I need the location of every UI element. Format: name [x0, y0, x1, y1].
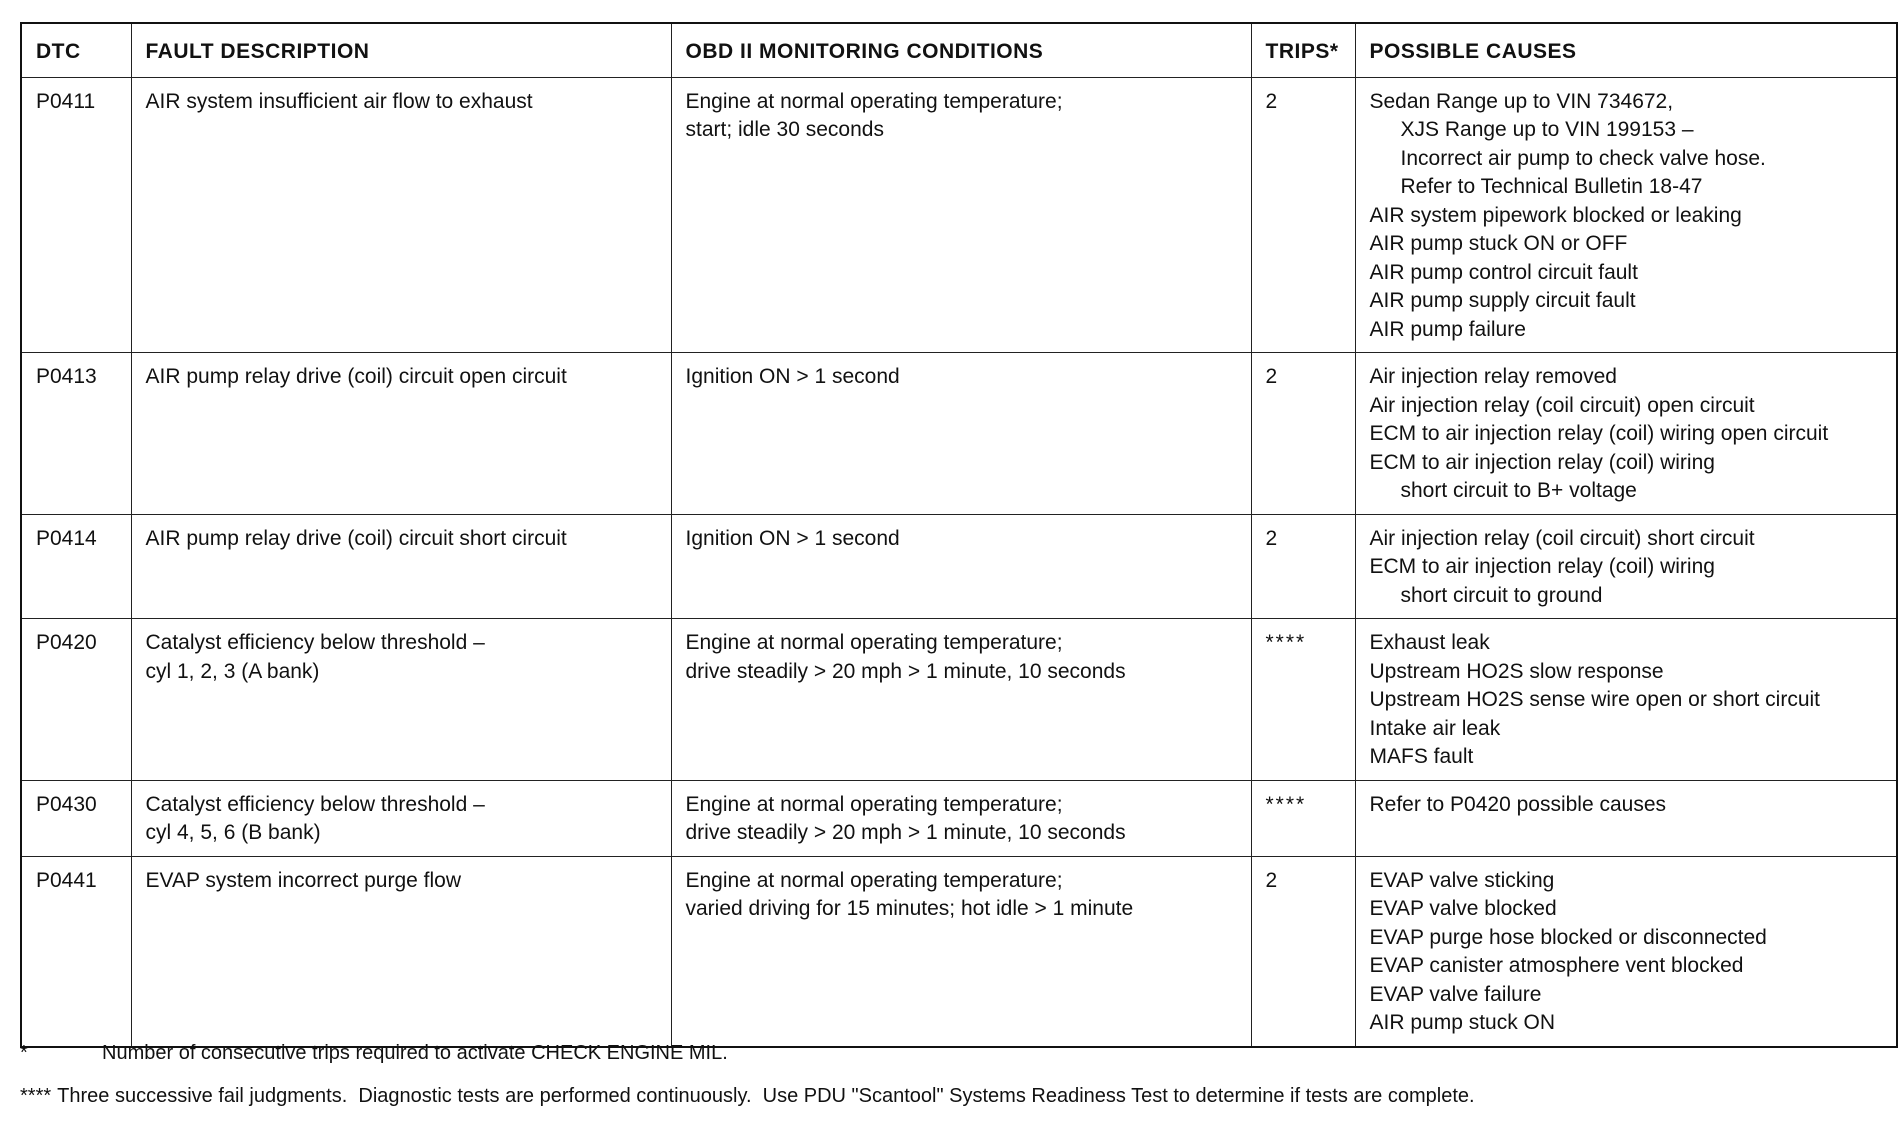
- cell-line: AIR system insufficient air flow to exhaust: [145, 89, 533, 113]
- footnote-text: Number of consecutive trips required to activate CHECK ENGINE MIL.: [102, 1042, 728, 1064]
- dtc-table: [20, 22, 1898, 1048]
- cell-line: Refer to P0420 possible causes: [1369, 792, 1667, 816]
- cell-line: Upstream HO2S sense wire open or short circuit: [1369, 688, 1821, 711]
- trips-cell: 2: [1251, 856, 1355, 1047]
- cell-line: XJS Range up to VIN 199153 –: [1400, 118, 1694, 141]
- monitoring-conditions-cell: [671, 780, 1251, 856]
- table-header-row: [21, 23, 1897, 77]
- header-dtc: DTC: [21, 23, 131, 77]
- cell-line: Upstream HO2S slow response: [1369, 659, 1664, 683]
- cell-line: EVAP valve blocked: [1369, 897, 1557, 920]
- cell-line: AIR pump control circuit fault: [1369, 260, 1638, 284]
- cell-line: AIR pump stuck ON or OFF: [1369, 232, 1628, 255]
- table-row: [21, 77, 1897, 353]
- cell-line: Air injection relay (coil circuit) short circuit: [1369, 526, 1755, 550]
- cell-line: ECM to air injection relay (coil) wiring open circuit: [1369, 422, 1829, 445]
- possible-causes-cell: [1355, 77, 1897, 353]
- cell-line: Air injection relay (coil circuit) open circuit: [1369, 393, 1755, 417]
- monitoring-conditions-cell: [671, 353, 1251, 515]
- monitoring-conditions-cell: [671, 77, 1251, 353]
- possible-causes-cell: [1355, 619, 1897, 781]
- cell-line: EVAP valve sticking: [1369, 868, 1555, 892]
- cell-line: short circuit to B+ voltage: [1400, 479, 1637, 502]
- possible-causes-cell: [1355, 353, 1897, 515]
- trips-cell: 2: [1251, 514, 1355, 619]
- table-row: [21, 619, 1897, 781]
- cell-line: Catalyst efficiency below threshold –: [145, 631, 485, 654]
- footnote-stars: [20, 1083, 1880, 1109]
- cell-line: Engine at normal operating temperature;: [685, 868, 1063, 892]
- trips-cell: ****: [1251, 780, 1355, 856]
- cell-line: drive steadily > 20 mph > 1 minute, 10 seconds: [685, 821, 1126, 844]
- cell-line: Exhaust leak: [1369, 631, 1490, 654]
- cell-line: EVAP system incorrect purge flow: [145, 868, 462, 892]
- footnote-text: Three successive fail judgments. Diagnostic tests are performed continuously. Use PDU "Scantool" Systems Readiness Test to determine if tests are complete.: [57, 1085, 1475, 1107]
- table-row: [21, 353, 1897, 515]
- cell-line: cyl 1, 2, 3 (A bank): [145, 659, 320, 683]
- cell-line: Refer to Technical Bulletin 18-47: [1400, 175, 1703, 198]
- trips-cell: ****: [1251, 619, 1355, 781]
- monitoring-conditions-cell: [671, 514, 1251, 619]
- cell-line: Catalyst efficiency below threshold –: [145, 792, 485, 816]
- cell-line: AIR pump relay drive (coil) circuit short circuit: [145, 526, 567, 550]
- cell-line: Engine at normal operating temperature;: [685, 89, 1063, 113]
- dtc-code-cell: P0441: [21, 856, 131, 1047]
- cell-line: Engine at normal operating temperature;: [685, 631, 1063, 654]
- cell-line: Incorrect air pump to check valve hose.: [1400, 146, 1766, 170]
- dtc-sheet: [20, 22, 1896, 1048]
- dtc-code-cell: P0414: [21, 514, 131, 619]
- monitoring-conditions-cell: [671, 619, 1251, 781]
- cell-line: Air injection relay removed: [1369, 365, 1617, 388]
- cell-line: short circuit to ground: [1400, 583, 1603, 607]
- trips-cell: 2: [1251, 77, 1355, 353]
- header-possible-causes: POSSIBLE CAUSES: [1355, 23, 1897, 77]
- fault-description-cell: [131, 353, 671, 515]
- cell-line: AIR pump failure: [1369, 317, 1526, 341]
- footnote-marker: *: [20, 1042, 28, 1064]
- cell-line: Ignition ON > 1 second: [685, 365, 900, 388]
- cell-line: ECM to air injection relay (coil) wiring: [1369, 555, 1715, 578]
- cell-line: ECM to air injection relay (coil) wiring: [1369, 450, 1715, 474]
- cell-line: EVAP purge hose blocked or disconnected: [1369, 925, 1767, 949]
- dtc-code-cell: P0411: [21, 77, 131, 353]
- fault-description-cell: [131, 77, 671, 353]
- header-monitoring-conditions: OBD II MONITORING CONDITIONS: [671, 23, 1251, 77]
- cell-line: MAFS fault: [1369, 745, 1474, 768]
- fault-description-cell: [131, 856, 671, 1047]
- header-fault-description: FAULT DESCRIPTION: [131, 23, 671, 77]
- footnotes: [20, 1040, 1880, 1126]
- dtc-code-cell: P0420: [21, 619, 131, 781]
- dtc-code-cell: P0413: [21, 353, 131, 515]
- cell-line: Intake air leak: [1369, 716, 1501, 740]
- table-body: [21, 77, 1897, 1047]
- cell-line: AIR pump stuck ON: [1369, 1011, 1556, 1034]
- cell-line: AIR system pipework blocked or leaking: [1369, 203, 1742, 227]
- cell-line: varied driving for 15 minutes; hot idle > 1 minute: [685, 897, 1134, 920]
- footnote-trips: [20, 1040, 1880, 1066]
- cell-line: EVAP canister atmosphere vent blocked: [1369, 954, 1744, 977]
- table-row: [21, 514, 1897, 619]
- fault-description-cell: [131, 514, 671, 619]
- cell-line: Engine at normal operating temperature;: [685, 792, 1063, 816]
- possible-causes-cell: [1355, 856, 1897, 1047]
- fault-description-cell: [131, 780, 671, 856]
- possible-causes-cell: [1355, 780, 1897, 856]
- possible-causes-cell: [1355, 514, 1897, 619]
- cell-line: AIR pump supply circuit fault: [1369, 289, 1636, 312]
- header-trips: TRIPS*: [1251, 23, 1355, 77]
- dtc-code-cell: P0430: [21, 780, 131, 856]
- fault-description-cell: [131, 619, 671, 781]
- cell-line: cyl 4, 5, 6 (B bank): [145, 821, 321, 844]
- cell-line: EVAP valve failure: [1369, 982, 1542, 1006]
- cell-line: start; idle 30 seconds: [685, 118, 884, 141]
- cell-line: drive steadily > 20 mph > 1 minute, 10 seconds: [685, 659, 1126, 683]
- monitoring-conditions-cell: [671, 856, 1251, 1047]
- cell-line: AIR pump relay drive (coil) circuit open circuit: [145, 365, 567, 388]
- footnote-marker: ****: [20, 1085, 52, 1107]
- table-row: [21, 856, 1897, 1047]
- cell-line: Ignition ON > 1 second: [685, 526, 900, 550]
- cell-line: Sedan Range up to VIN 734672,: [1369, 89, 1674, 113]
- trips-cell: 2: [1251, 353, 1355, 515]
- table-row: [21, 780, 1897, 856]
